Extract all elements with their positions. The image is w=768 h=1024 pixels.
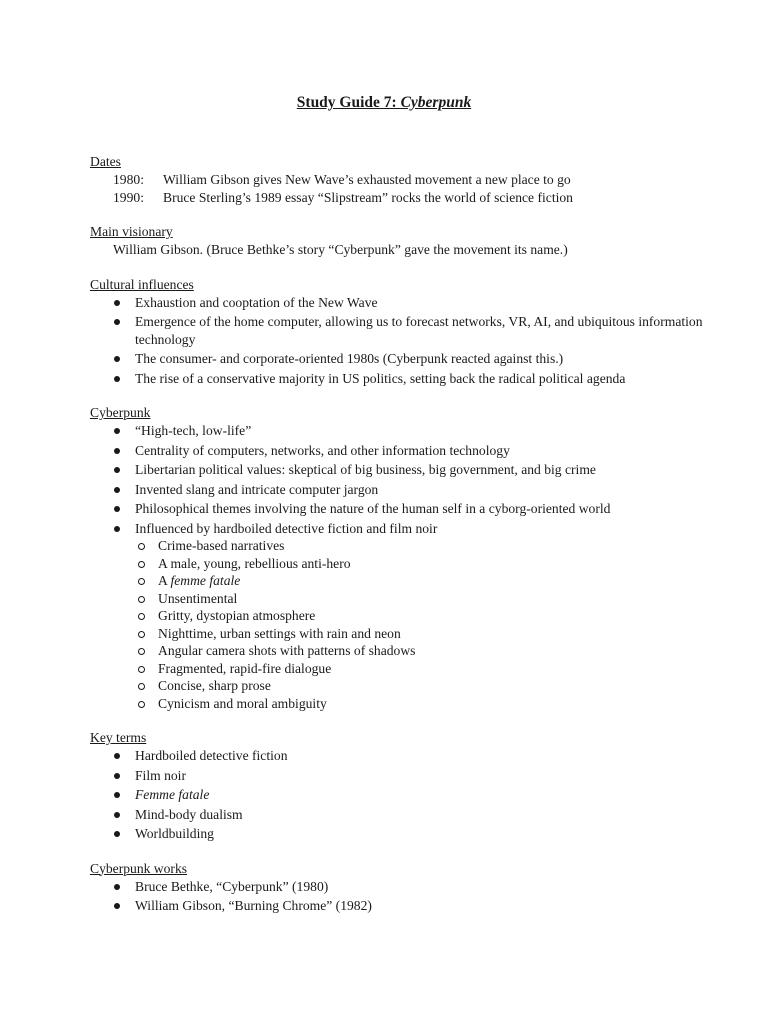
title-prefix: Study Guide 7: [296,94,401,111]
bullet-icon [114,831,120,837]
list-item-text: The consumer- and corporate-oriented 1980s (Cyberpunk reacted against this.) [135,351,564,366]
list-item-text: Exhaustion and cooptation of the New Wave [135,294,378,310]
list-item [90,878,710,896]
list-item-text: Mind-body dualism [135,806,243,822]
list-item [90,767,710,785]
list-item [90,481,710,499]
sublist-item [135,642,710,660]
date-year: 1990: [113,189,144,205]
list-item-text: Bruce Bethke, “Cyberpunk” (1980) [135,878,329,894]
list-item [90,806,710,824]
cultural-influences-list [90,294,710,388]
circle-bullet-icon [138,631,145,638]
circle-bullet-icon [138,666,145,673]
sublist-item-text: Concise, sharp prose [158,678,271,693]
bullet-icon [114,356,120,362]
title-emphasis: Cyberpunk [400,94,472,111]
sublist-item-text: Nighttime, urban settings with rain and neon [158,625,401,641]
list-item-text: Film noir [135,767,186,783]
bullet-icon [114,812,120,818]
sublist-item [135,537,710,555]
bullet-icon [114,526,120,532]
italic-term: femme fatale [170,573,241,588]
list-item [90,370,710,388]
section-heading-cyberpunk-works: Cyberpunk works [90,860,188,876]
section-cultural-influences [90,276,710,388]
sublist-item-text: A male, young, rebellious anti-hero [158,555,351,571]
bullet-icon [114,487,120,493]
circle-bullet-icon [138,578,145,585]
section-cyberpunk-works [90,860,710,915]
list-item [90,350,710,368]
bullet-icon [114,428,120,434]
sublist-item [135,555,710,573]
date-row [90,171,710,189]
circle-bullet-icon [138,613,145,620]
bullet-icon [114,773,120,779]
sublist-item [135,607,710,625]
list-item-text: Libertarian political values: skeptical of big business, big government, and big crime [135,462,596,477]
key-terms-list [90,747,710,843]
bullet-icon [114,300,120,306]
list-item [90,747,710,765]
page-title [0,93,768,113]
bullet-icon [114,884,120,890]
visionary-text: William Gibson. (Bruce Bethke’s story “Cyberpunk” gave the movement its name.) [113,242,568,257]
bullet-icon [114,319,120,325]
sublist-item [135,590,710,608]
section-heading-main-visionary: Main visionary [90,224,173,239]
sublist-item [135,660,710,678]
circle-bullet-icon [138,543,145,550]
list-item-text: “High-tech, low-life” [135,423,252,438]
section-heading-cultural-influences: Cultural influences [90,276,194,292]
date-text: Bruce Sterling’s 1989 essay “Slipstream” rocks the world of science fiction [163,189,573,205]
sublist-item-text: Unsentimental [158,590,238,606]
cyberpunk-list [90,422,710,712]
list-item [90,294,710,312]
list-item-text: Centrality of computers, networks, and other information technology [135,442,510,458]
sublist-item-text: Fragmented, rapid-fire dialogue [158,660,332,676]
list-item-text: William Gibson, “Burning Chrome” (1982) [135,898,372,913]
sublist-item-text: Cynicism and moral ambiguity [158,695,327,711]
sublist-item [135,695,710,713]
sublist-item-text: Crime-based narratives [158,538,285,553]
date-row [90,189,710,207]
list-item-text: Hardboiled detective fiction [135,748,288,763]
list-item-text: Femme fatale [135,787,210,802]
list-item [90,897,710,915]
cyberpunk-works-list [90,878,710,915]
circle-bullet-icon [138,701,145,708]
date-year: 1980: [113,172,144,187]
circle-bullet-icon [138,561,145,568]
noir-traits-sublist [135,537,710,712]
sublist-item [135,625,710,643]
list-item [90,825,710,843]
section-main-visionary [90,223,710,259]
sublist-item-text: A femme fatale [158,573,241,588]
list-item-text: Emergence of the home computer, allowing us to forecast networks, VR, AI, and ubiquitous information technology [135,314,703,347]
sublist-item [135,677,710,695]
bullet-icon [114,506,120,512]
section-heading-cyberpunk: Cyberpunk [90,405,151,420]
sublist-item-text: Gritty, dystopian atmosphere [158,608,316,623]
circle-bullet-icon [138,648,145,655]
bullet-icon [114,467,120,473]
study-guide-content [90,153,710,932]
bullet-icon [114,903,120,909]
bullet-icon [114,376,120,382]
section-dates [90,153,710,206]
list-item [90,461,710,479]
bullet-icon [114,753,120,759]
sublist-item-text: Angular camera shots with patterns of shadows [158,643,416,658]
list-item [90,422,710,440]
list-item-text: Philosophical themes involving the nature of the human self in a cyborg-oriented world [135,501,611,516]
sublist-item [135,572,710,590]
circle-bullet-icon [138,683,145,690]
list-item-text: Invented slang and intricate computer jargon [135,481,379,497]
list-item [90,520,710,713]
list-item-text: The rise of a conservative majority in US politics, setting back the radical political agenda [135,370,626,386]
list-item [90,313,710,348]
list-item [90,500,710,518]
section-cyberpunk [90,404,710,712]
list-item [90,786,710,804]
list-item-text: Worldbuilding [135,826,214,841]
list-item [90,442,710,460]
date-text: William Gibson gives New Wave’s exhausted movement a new place to go [163,172,571,187]
section-heading-key-terms: Key terms [90,730,147,745]
section-heading-dates: Dates [90,154,121,169]
section-key-terms [90,729,710,843]
bullet-icon [114,792,120,798]
circle-bullet-icon [138,596,145,603]
list-item-text: Influenced by hardboiled detective fiction and film noir [135,520,438,536]
bullet-icon [114,448,120,454]
